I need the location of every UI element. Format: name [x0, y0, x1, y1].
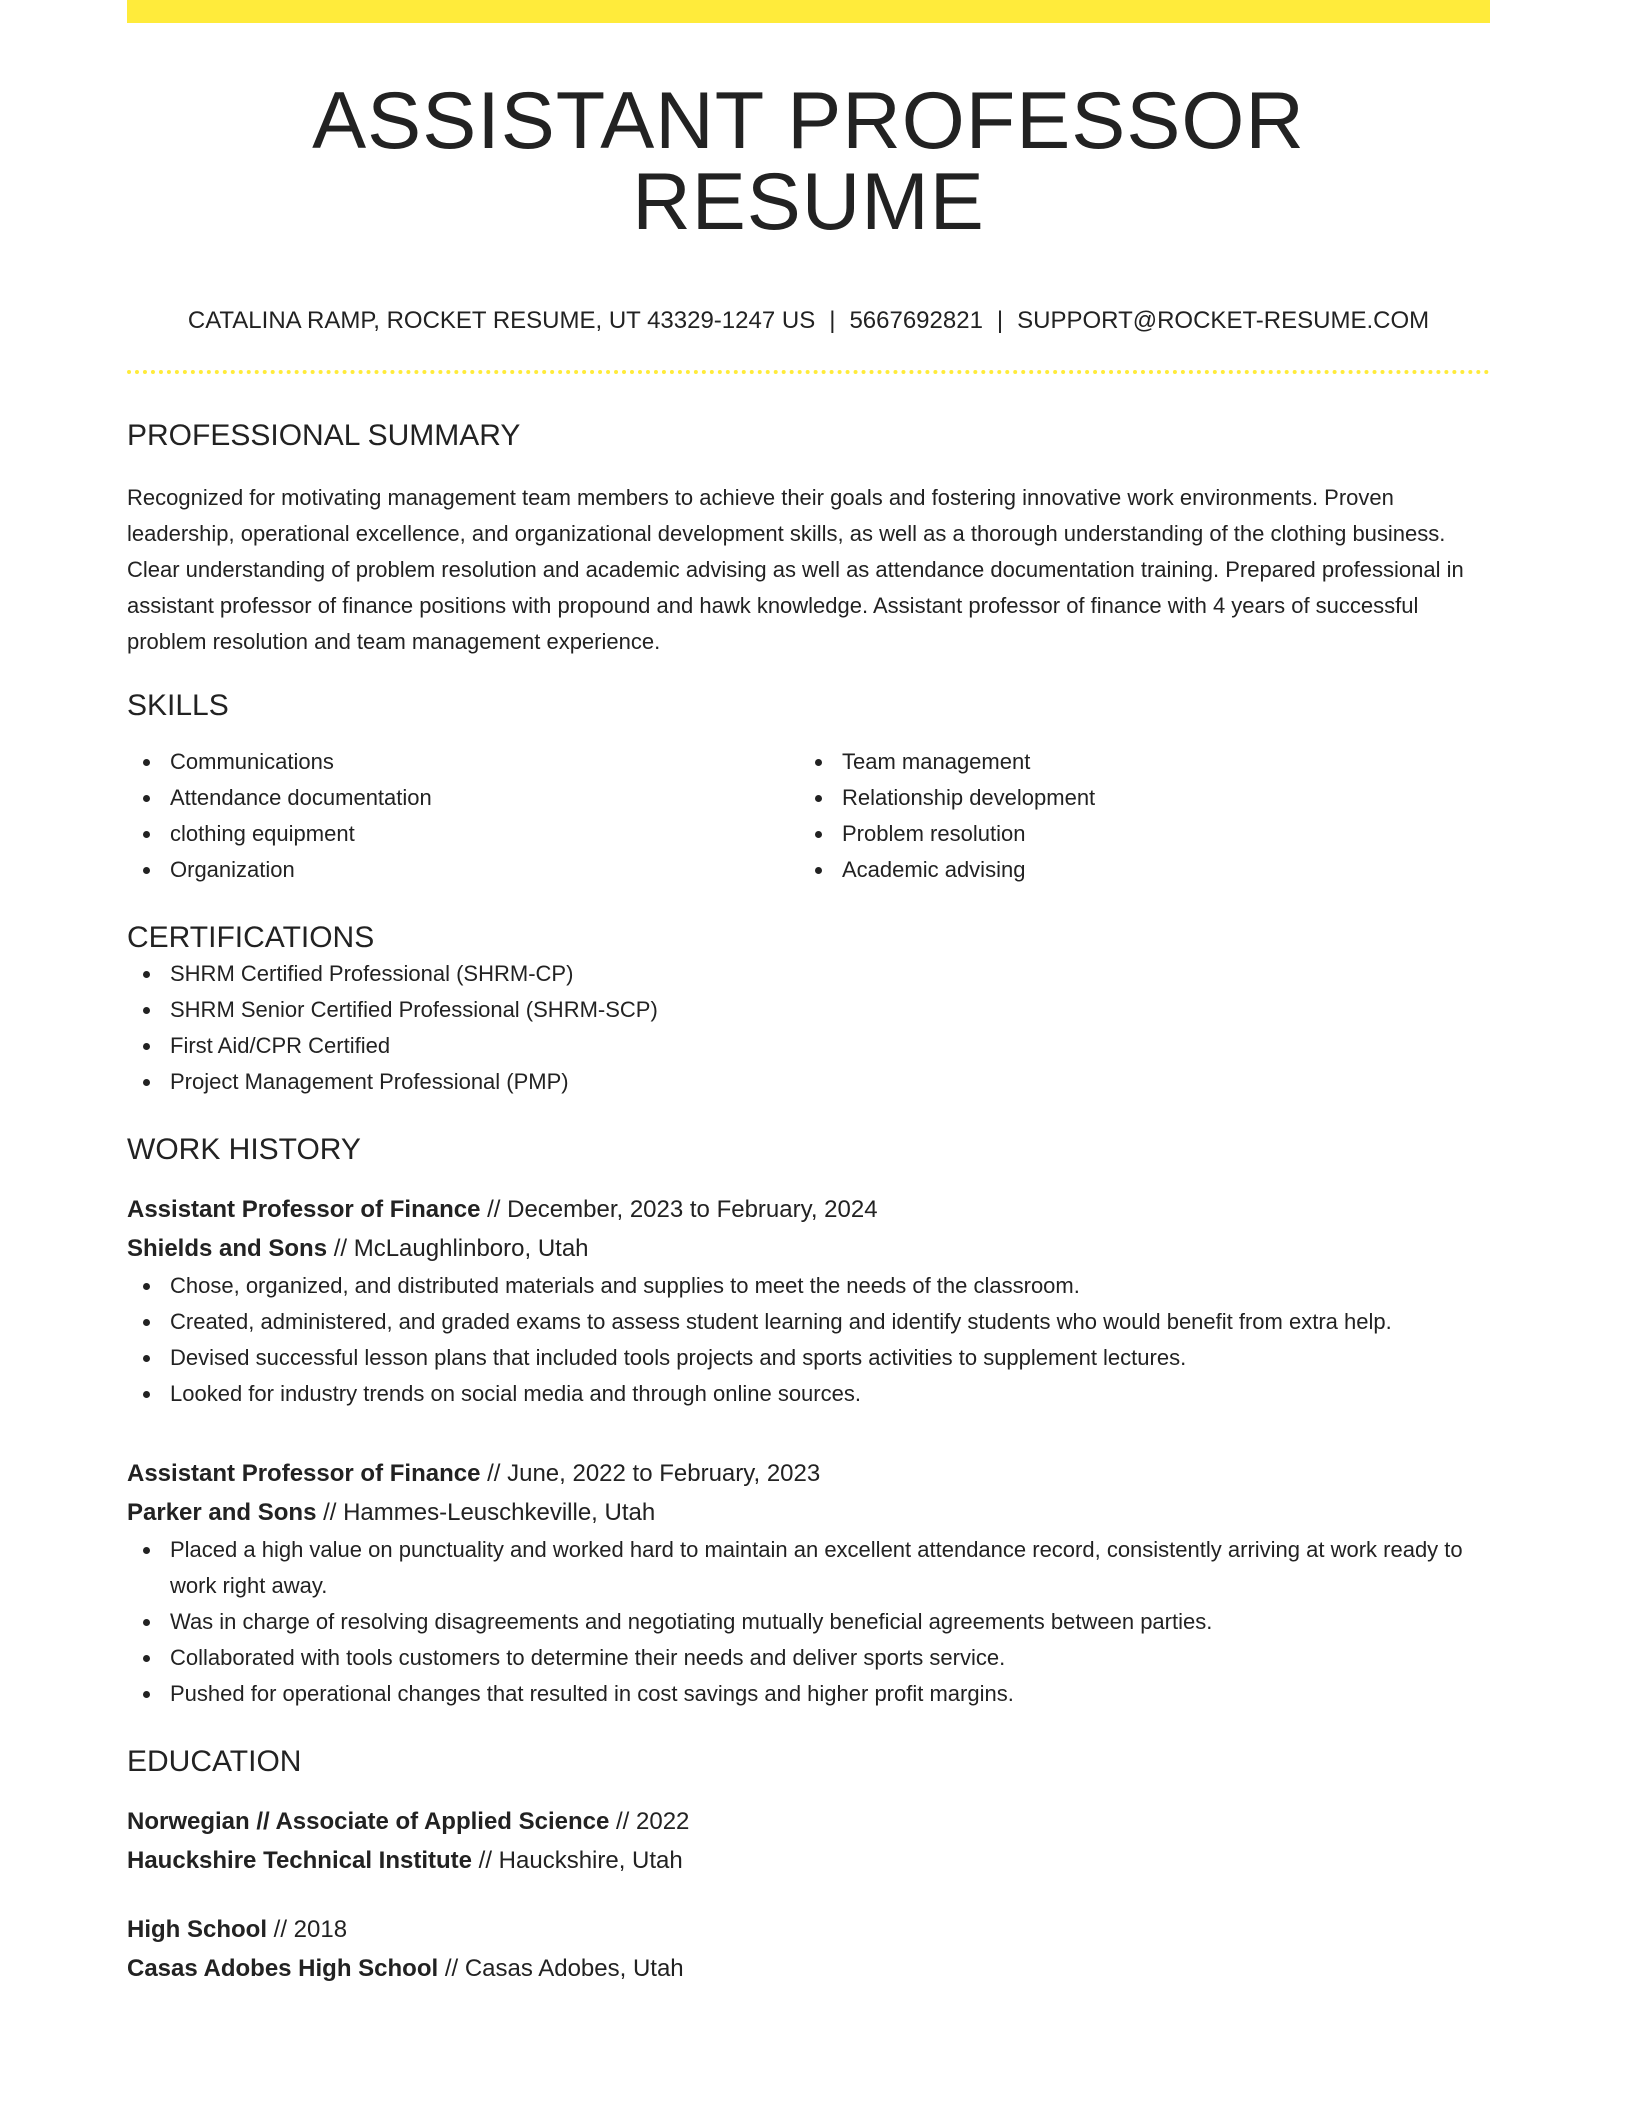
education-location: // Casas Adobes, Utah: [438, 1954, 684, 1982]
job-duty: Pushed for operational changes that resulted in cost savings and higher profit margins.: [170, 1676, 1490, 1712]
job-entry: [127, 1454, 1490, 1712]
skill-item: Problem resolution: [842, 816, 1471, 852]
job-duties-list: [127, 1532, 1490, 1712]
skills-column-right: [799, 744, 1471, 888]
skills-list-left: [127, 744, 799, 888]
summary-text: Recognized for motivating management team members to achieve their goals and fostering innovative work environments. Proven leadership, operational excellence, and organizational development skills, as well as a thorough understanding of the clothing business. Clear understanding of problem resolution and academic advising as well as attendance documentation training. Prepared professional in assistant professor of finance positions with propound and hawk knowledge. Assistant professor of finance with 4 years of successful problem resolution and team management experience.: [127, 484, 1464, 654]
contact-separator: |: [996, 307, 1004, 334]
skill-item: Attendance documentation: [170, 780, 799, 816]
job-title: Assistant Professor of Finance: [127, 1459, 481, 1487]
education-year: // 2022: [609, 1807, 690, 1835]
education-degree: High School: [127, 1915, 267, 1943]
contact-email: SUPPORT@ROCKET-RESUME.COM: [1017, 307, 1430, 334]
education-entry: [127, 1910, 1490, 1988]
contact-line: [127, 307, 1490, 336]
job-duty: Collaborated with tools customers to determine their needs and deliver sports service.: [170, 1640, 1490, 1676]
job-company-line: [127, 1493, 1490, 1532]
job-duty: Was in charge of resolving disagreements and negotiating mutually beneficial agreements between parties.: [170, 1604, 1490, 1640]
skill-item: clothing equipment: [170, 816, 799, 852]
education-entry: [127, 1802, 1490, 1880]
job-location: // McLaughlinboro, Utah: [327, 1234, 589, 1262]
page-title: ASSISTANT PROFESSOR RESUME: [312, 76, 1305, 247]
education-school: Casas Adobes High School: [127, 1954, 439, 1982]
education-heading: EDUCATION: [127, 1744, 302, 1778]
job-title-line: [127, 1190, 1490, 1229]
education-degree-line: [127, 1910, 1490, 1949]
job-company: Shields and Sons: [127, 1234, 328, 1262]
certification-item: SHRM Senior Certified Professional (SHRM-SCP): [170, 992, 1490, 1028]
job-title: Assistant Professor of Finance: [127, 1195, 481, 1223]
dotted-divider: [127, 370, 1490, 374]
education-school-line: [127, 1949, 1490, 1988]
education-school: Hauckshire Technical Institute: [127, 1846, 472, 1874]
work-history-heading: WORK HISTORY: [127, 1132, 361, 1166]
certifications-list: [127, 956, 1490, 1100]
skills-grid: [127, 744, 1490, 888]
contact-phone: 5667692821: [849, 307, 983, 334]
resume-page: [127, 0, 1490, 1988]
skill-item: Communications: [170, 744, 799, 780]
education-school-line: [127, 1841, 1490, 1880]
top-accent-bar: [127, 0, 1490, 23]
certification-item: Project Management Professional (PMP): [170, 1064, 1490, 1100]
job-dates: // June, 2022 to February, 2023: [480, 1459, 821, 1487]
job-dates: // December, 2023 to February, 2024: [480, 1195, 878, 1223]
education-location: // Hauckshire, Utah: [472, 1846, 683, 1874]
skill-item: Team management: [842, 744, 1471, 780]
skills-list-right: [799, 744, 1471, 888]
contact-address: CATALINA RAMP, ROCKET RESUME, UT 43329-1247 US: [187, 307, 816, 334]
job-duty: Devised successful lesson plans that included tools projects and sports activities to supplement lectures.: [170, 1340, 1490, 1376]
job-title-line: [127, 1454, 1490, 1493]
job-location: // Hammes-Leuschkeville, Utah: [316, 1498, 656, 1526]
skill-item: Organization: [170, 852, 799, 888]
job-duty: Looked for industry trends on social media and through online sources.: [170, 1376, 1490, 1412]
education-degree-line: [127, 1802, 1490, 1841]
job-duty: Chose, organized, and distributed materials and supplies to meet the needs of the classroom.: [170, 1268, 1490, 1304]
skills-heading: SKILLS: [127, 688, 229, 722]
certification-item: First Aid/CPR Certified: [170, 1028, 1490, 1064]
job-duties-list: [127, 1268, 1490, 1412]
contact-separator: |: [829, 307, 836, 334]
job-entry: [127, 1190, 1490, 1412]
summary-heading: PROFESSIONAL SUMMARY: [127, 418, 521, 452]
skill-item: Academic advising: [842, 852, 1471, 888]
job-company: Parker and Sons: [127, 1498, 317, 1526]
certification-item: SHRM Certified Professional (SHRM-CP): [170, 956, 1490, 992]
education-year: // 2018: [267, 1915, 348, 1943]
certifications-heading: CERTIFICATIONS: [127, 920, 375, 954]
job-company-line: [127, 1229, 1490, 1268]
job-duty: Created, administered, and graded exams to assess student learning and identify students who would benefit from extra help.: [170, 1304, 1490, 1340]
skills-column-left: [127, 744, 799, 888]
education-degree: Norwegian // Associate of Applied Science: [127, 1807, 610, 1835]
skill-item: Relationship development: [842, 780, 1471, 816]
job-duty: Placed a high value on punctuality and worked hard to maintain an excellent attendance record, consistently arriving at work ready to work right away.: [170, 1532, 1490, 1604]
